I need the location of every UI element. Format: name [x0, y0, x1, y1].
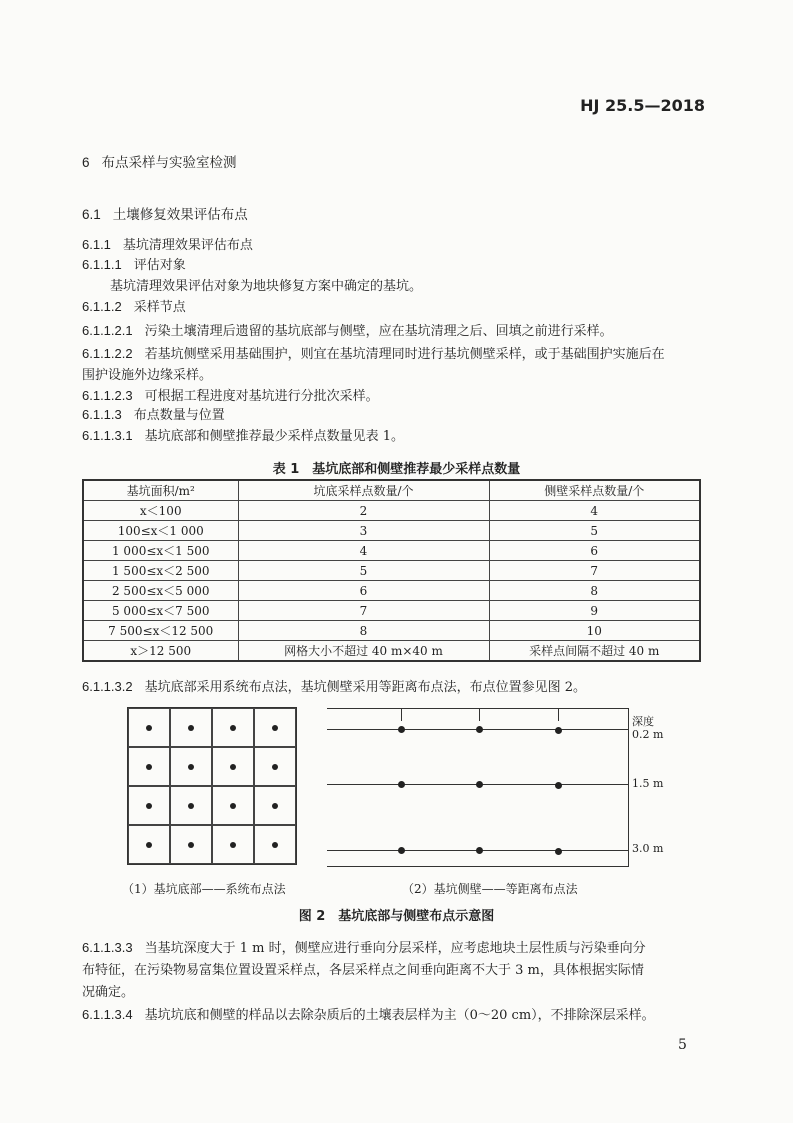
depth-label: 0.2 m — [632, 728, 664, 741]
column-header: 坑底采样点数量/个 — [238, 480, 489, 501]
section-heading — [82, 151, 237, 171]
table-row — [83, 581, 700, 601]
clause-text: 可根据工程进度对基坑进行分批次采样。 — [144, 389, 379, 404]
table-cell: 2 500≤x＜5 000 — [83, 581, 238, 601]
clause-text: 污染土壤清理后遗留的基坑底部与侧壁，应在基坑清理之后、回填之前进行采样。 — [144, 324, 613, 339]
clause-number: 6.1.1.2.2 — [82, 346, 133, 361]
table-cell: 7 500≤x＜12 500 — [83, 621, 238, 641]
clause-number: 6.1.1 — [82, 237, 111, 252]
grid-cell-with-sample-point — [254, 747, 296, 786]
sampling-table — [82, 479, 701, 662]
clause-text: 基坑底部和侧壁推荐最少采样点数量见表 1。 — [144, 429, 405, 444]
table-cell: 网格大小不超过 40 m×40 m — [238, 641, 489, 662]
table-cell: 7 — [238, 601, 489, 621]
clause — [82, 425, 404, 444]
table-cell: 3 — [238, 521, 489, 541]
grid-cell-with-sample-point — [254, 786, 296, 825]
subfigure-caption-left: （1）基坑底部——系统布点法 — [122, 882, 286, 896]
sample-point — [398, 781, 405, 788]
clause-text: 若基坑侧壁采用基础围护，则宜在基坑清理同时进行基坑侧壁采样，或于基础围护实施后在 — [144, 347, 665, 362]
subsection-number: 6.1 — [82, 207, 101, 222]
table-cell: 5 — [489, 521, 700, 541]
table-row — [83, 601, 700, 621]
table-header-row — [83, 480, 700, 501]
table-cell: 4 — [489, 501, 700, 521]
sample-point — [398, 726, 405, 733]
grid-cell-with-sample-point — [254, 708, 296, 747]
page-number: 5 — [678, 1037, 687, 1053]
grid-cell-with-sample-point — [128, 786, 170, 825]
sidewall-diagram — [327, 708, 629, 867]
table-cell: 100≤x＜1 000 — [83, 521, 238, 541]
clause-continuation: 布特征，在污染物易富集位置设置采样点，各层采样点之间垂向距离不大于 3 m，具体根据实际情 — [82, 963, 644, 978]
clause — [82, 937, 646, 956]
subfigure-caption-right: （2）基坑侧壁——等距离布点法 — [402, 882, 578, 896]
table-row — [83, 621, 700, 641]
clause-number: 6.1.1.3 — [82, 407, 122, 422]
clause — [110, 275, 422, 294]
table-cell: 1 500≤x＜2 500 — [83, 561, 238, 581]
table-cell: 6 — [489, 541, 700, 561]
systematic-grid-diagram — [127, 707, 297, 865]
depth-axis-label: 深度 — [632, 715, 654, 728]
table-row — [83, 541, 700, 561]
table-cell: 采样点间隔不超过 40 m — [489, 641, 700, 662]
grid-cell-with-sample-point — [128, 708, 170, 747]
table-caption: 表 1 基坑底部和侧壁推荐最少采样点数量 — [272, 462, 521, 477]
clause-text: 基坑清理效果评估对象为地块修复方案中确定的基坑。 — [110, 279, 423, 294]
subsection-heading — [82, 203, 248, 223]
grid-cell-with-sample-point — [212, 786, 254, 825]
table-cell: 8 — [238, 621, 489, 641]
section-number: 6 — [82, 155, 90, 170]
table-cell: x＞12 500 — [83, 641, 238, 662]
sample-point — [555, 848, 562, 855]
clause — [82, 404, 225, 423]
clause — [82, 1004, 655, 1023]
table-row — [83, 561, 700, 581]
column-header: 侧壁采样点数量/个 — [489, 480, 700, 501]
tick-mark — [558, 709, 559, 721]
table-row — [83, 641, 700, 662]
column-header: 基坑面积/m² — [83, 480, 238, 501]
clause — [82, 254, 186, 273]
clause-number: 6.1.1.2 — [82, 299, 122, 314]
table-cell: 6 — [238, 581, 489, 601]
grid-cell-with-sample-point — [212, 708, 254, 747]
clause-text: 评估对象 — [133, 258, 186, 273]
clause — [82, 343, 665, 362]
clause-text: 基坑坑底和侧壁的样品以去除杂质后的土壤表层样为主（0～20 cm），不排除深层采样。 — [144, 1008, 655, 1023]
table-row — [83, 521, 700, 541]
grid-cell-with-sample-point — [254, 825, 296, 864]
depth-label: 3.0 m — [632, 842, 664, 855]
clause-number: 6.1.1.3.4 — [82, 1007, 133, 1022]
clause-text: 布点数量与位置 — [133, 408, 225, 423]
clause-number: 6.1.1.1 — [82, 257, 122, 272]
grid-cell-with-sample-point — [170, 786, 212, 825]
sample-point — [476, 726, 483, 733]
grid-cell-with-sample-point — [128, 825, 170, 864]
grid-cell-with-sample-point — [170, 747, 212, 786]
clause-number: 6.1.1.3.2 — [82, 679, 133, 694]
clause-text: 基坑清理效果评估布点 — [122, 238, 253, 253]
table-cell: 5 000≤x＜7 500 — [83, 601, 238, 621]
clause-number: 6.1.1.2.1 — [82, 323, 133, 338]
clause-continuation: 围护设施外边缘采样。 — [82, 368, 213, 383]
clause — [82, 385, 379, 404]
sample-point — [555, 782, 562, 789]
table-row — [83, 501, 700, 521]
depth-label: 1.5 m — [632, 777, 664, 790]
clause-text: 采样节点 — [133, 300, 186, 315]
clause-number: 6.1.1.2.3 — [82, 388, 133, 403]
sample-point — [476, 847, 483, 854]
clause-text: 当基坑深度大于 1 m 时，侧壁应进行垂向分层采样，应考虑地块土层性质与污染垂向分 — [144, 941, 646, 956]
grid-cell-with-sample-point — [128, 747, 170, 786]
clause-number: 6.1.1.3.1 — [82, 428, 133, 443]
subsection-title: 土壤修复效果评估布点 — [112, 207, 248, 223]
table-cell: 5 — [238, 561, 489, 581]
table-cell: 4 — [238, 541, 489, 561]
table-cell: x＜100 — [83, 501, 238, 521]
clause — [82, 676, 586, 695]
tick-mark — [479, 709, 480, 721]
clause-number: 6.1.1.3.3 — [82, 940, 133, 955]
grid-cell-with-sample-point — [170, 825, 212, 864]
clause-text: 基坑底部采用系统布点法，基坑侧壁采用等距离布点法，布点位置参见图 2。 — [144, 680, 587, 695]
table-cell: 7 — [489, 561, 700, 581]
sample-point — [398, 847, 405, 854]
clause — [82, 234, 253, 253]
clause-continuation: 况确定。 — [82, 985, 135, 1000]
grid-cell-with-sample-point — [212, 747, 254, 786]
clause — [82, 296, 186, 315]
figure-caption: 图 2 基坑底部与侧壁布点示意图 — [298, 909, 495, 924]
table-cell: 10 — [489, 621, 700, 641]
sample-point — [476, 781, 483, 788]
grid-cell-with-sample-point — [212, 825, 254, 864]
table-cell: 1 000≤x＜1 500 — [83, 541, 238, 561]
standard-code: HJ 25.5—2018 — [580, 96, 705, 115]
section-title: 布点采样与实验室检测 — [101, 155, 237, 171]
table-cell: 9 — [489, 601, 700, 621]
table-cell: 2 — [238, 501, 489, 521]
clause — [82, 320, 613, 339]
table-cell: 8 — [489, 581, 700, 601]
sample-point — [555, 727, 562, 734]
tick-mark — [401, 709, 402, 721]
grid-cell-with-sample-point — [170, 708, 212, 747]
